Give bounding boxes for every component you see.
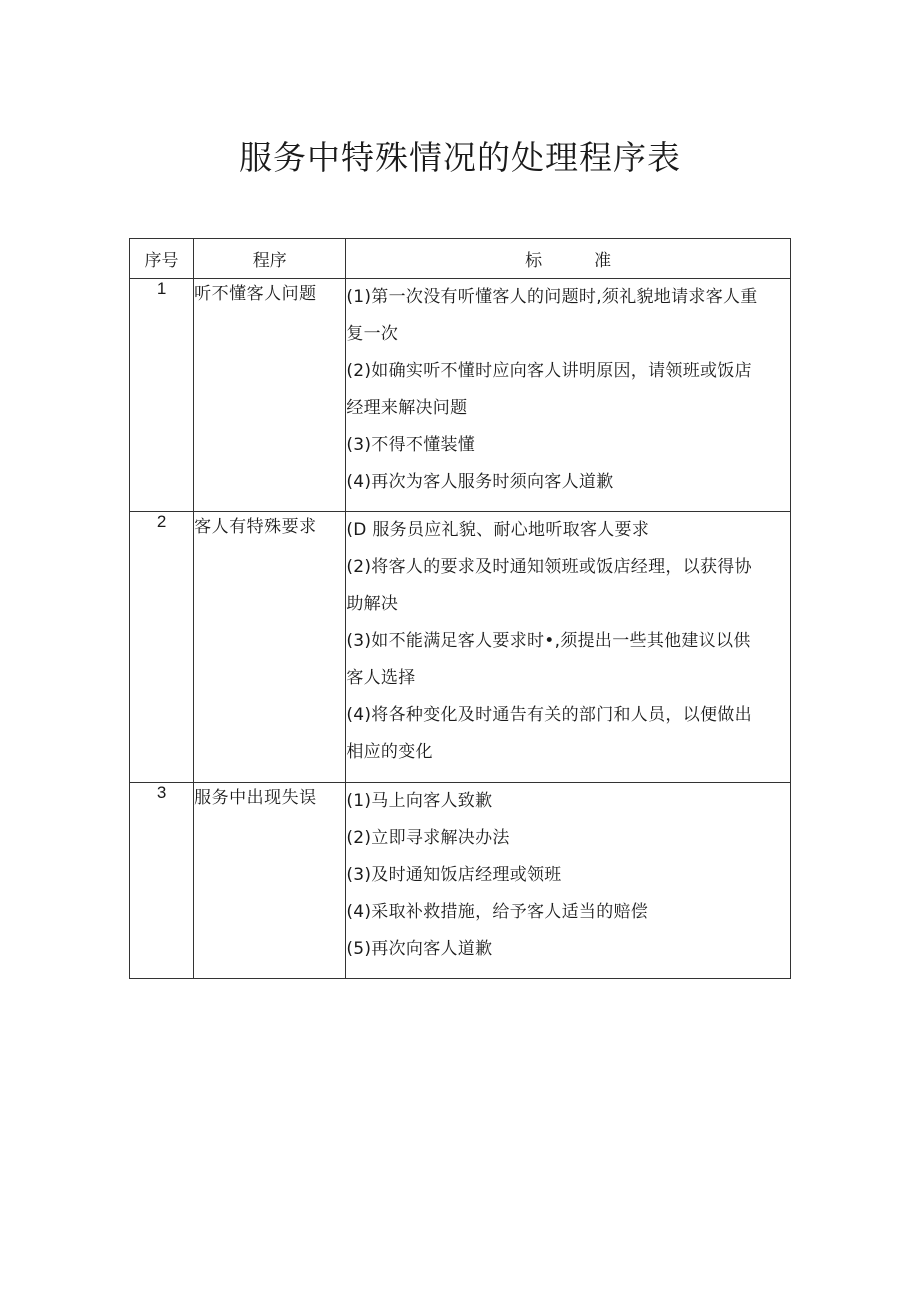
standard-line: (3)及时通知饭店经理或领班 [346,865,562,885]
page-title: 服务中特殊情况的处理程序表 [239,138,681,177]
standard-line: (2)立即寻求解决办法 [346,828,510,848]
standard-line: (4)再次为客人服务时须向客人道歉 [346,472,614,492]
procedure-name: 服务中出现失误 [194,783,346,979]
standard-cell [346,512,791,783]
table-row [130,783,791,979]
header-standard [346,239,791,279]
table-row [130,512,791,783]
row-number: 1 [130,279,194,512]
standard-cell [346,279,791,512]
standard-line: 经理来解决问题 [346,398,468,418]
table-header-row [130,239,791,279]
row-number: 2 [130,512,194,783]
standard-line: (4)采取补救措施，给予客人适当的赔偿 [346,902,649,922]
standard-line: 客人选择 [346,668,416,688]
standard-line: (3)不得不懂装懂 [346,435,476,455]
standard-line: 复一次 [346,324,399,344]
procedure-name: 客人有特殊要求 [194,512,346,783]
procedure-name: 听不懂客人问题 [194,279,346,512]
standard-cell [346,783,791,979]
procedure-table [129,238,791,979]
standard-line: (D 服务员应礼貌、耐心地听取客人要求 [346,520,650,540]
standard-line: (3)如不能满足客人要求时•,须提出一些其他建议以供 [346,631,751,651]
standard-line: (2)将客人的要求及时通知领班或饭店经理，以获得协 [346,557,752,577]
table-row [130,279,791,512]
header-standard-char-1: 标 [525,251,543,271]
header-procedure: 程序 [194,239,346,279]
standard-line: (1)第一次没有听懂客人的问题时,须礼貌地请求客人重 [346,287,758,307]
standard-line: (4)将各种变化及时通告有关的部门和人员，以便做出 [346,705,752,725]
standard-line: (1)马上向客人致歉 [346,791,493,811]
standard-line: (5)再次向客人道歉 [346,939,493,959]
standard-line: (2)如确实听不懂时应向客人讲明原因，请领班或饭店 [346,361,752,381]
header-standard-char-2: 准 [594,251,612,271]
header-no: 序号 [130,239,194,279]
row-number: 3 [130,783,194,979]
standard-line: 相应的变化 [346,742,433,762]
standard-line: 助解决 [346,594,399,614]
